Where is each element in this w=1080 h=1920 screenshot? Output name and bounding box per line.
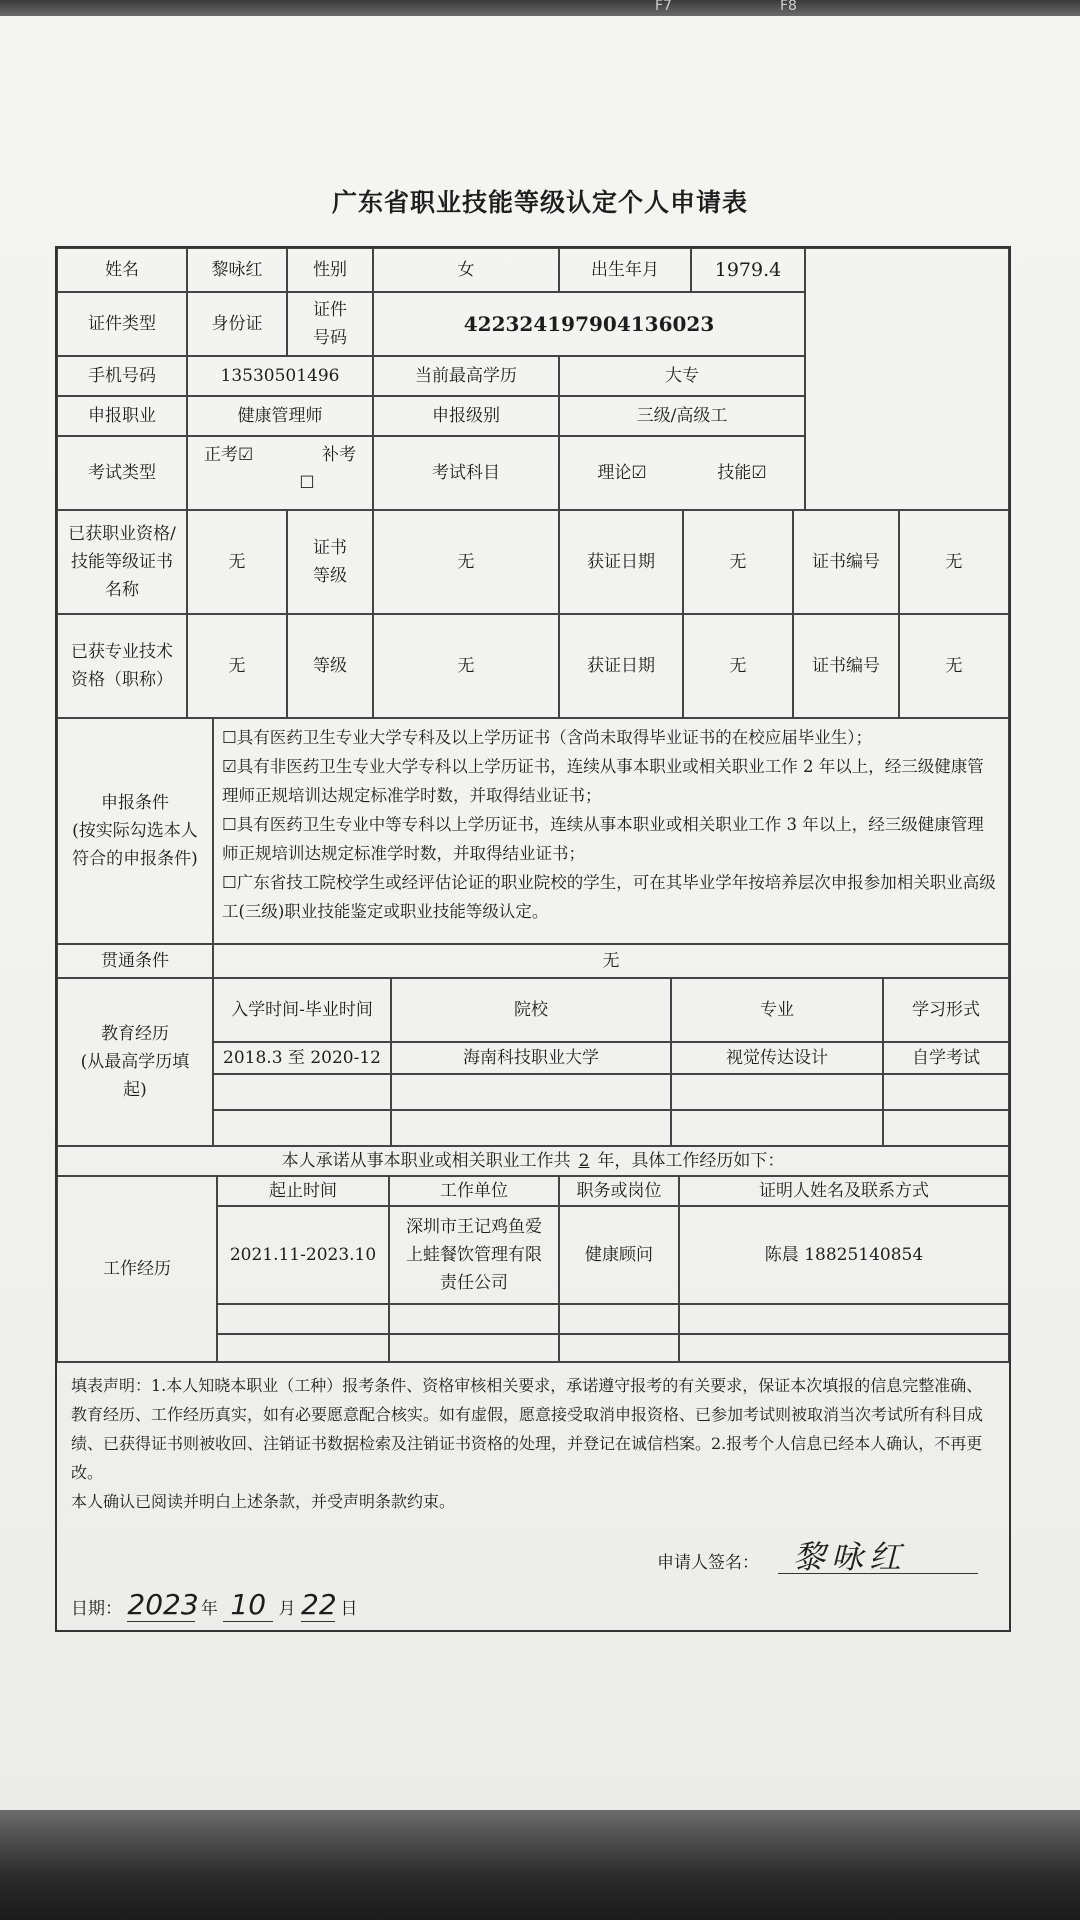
education-hint: (从最高学历填起): [80, 1052, 190, 1100]
edu-row-3-major: [671, 1110, 883, 1146]
form-title: 广东省职业技能等级认定个人申请表: [331, 188, 748, 217]
key-label-f7: F7: [655, 0, 672, 14]
value-subject: [559, 436, 805, 510]
label-through: 贯通条件: [57, 944, 213, 978]
subject-theory-checkbox[interactable]: 理论☑: [597, 463, 647, 483]
conditions-hint: (按实际勾选本人符合的申报条件): [72, 821, 198, 869]
edu-row-1-major: 视觉传达设计: [671, 1042, 883, 1074]
edu-row-3-time: [213, 1110, 391, 1146]
photo-cell: [805, 248, 1009, 510]
label-cert-name: 已获职业资格/技能等级证书名称: [57, 510, 187, 614]
work-row-3-position: [559, 1334, 679, 1362]
work-header-company: 工作单位: [389, 1176, 559, 1206]
edu-row-2-time: [213, 1074, 391, 1110]
edu-header-major: 专业: [671, 978, 883, 1042]
condition-item-4[interactable]: ☐广东省技工院校学生或经评估论证的职业院校的学生，可在其毕业学年按培养层次申报参加相关职业高级工(三级)职业技能鉴定或职业技能等级认定。: [222, 873, 996, 921]
work-header-period: 起止时间: [217, 1176, 389, 1206]
date-day: 22: [301, 1588, 337, 1621]
label-exam-type: 考试类型: [57, 436, 187, 510]
value-prof-level: 无: [373, 614, 559, 718]
value-exam-type: [187, 436, 373, 510]
edu-row-1-school: 海南科技职业大学: [391, 1042, 671, 1074]
work-row-2-company: [389, 1304, 559, 1334]
signature-handwritten: 黎咏红: [793, 1538, 908, 1576]
date-day-unit: 日: [340, 1599, 358, 1619]
label-subject: 考试科目: [373, 436, 559, 510]
label-name: 姓名: [57, 248, 187, 292]
value-id-type: 身份证: [187, 292, 287, 356]
declaration-confirm: 本人确认已阅读并明白上述条款，并受声明条款约束。: [71, 1492, 456, 1511]
date-row: [71, 1588, 357, 1622]
label-job: 申报职业: [57, 396, 187, 436]
subject-skill-checkbox[interactable]: 技能☑: [717, 463, 767, 483]
work-row-1-period: 2021.11-2023.10: [217, 1206, 389, 1304]
value-id-no: 422324197904136023: [373, 292, 805, 356]
label-level: 申报级别: [373, 396, 559, 436]
edu-row-3-school: [391, 1110, 671, 1146]
condition-item-2[interactable]: ☑具有非医药卫生专业大学专科以上学历证书，连续从事本职业或相关职业工作 2 年以上，经三级健康管理师正规培训达规定标准学时数，并取得结业证书；: [222, 757, 984, 805]
bottom-shadow: [0, 1810, 1080, 1920]
value-phone: 13530501496: [187, 356, 373, 396]
value-cert-date: 无: [683, 510, 793, 614]
label-conditions: [57, 718, 213, 944]
exam-regular-checkbox[interactable]: 正考☑: [204, 445, 254, 465]
value-name: 黎咏红: [187, 248, 287, 292]
work-row-2-period: [217, 1304, 389, 1334]
date-year: 2023: [127, 1588, 199, 1621]
label-prof-no: 证书编号: [793, 614, 899, 718]
label-prof-level: 等级: [287, 614, 373, 718]
value-through: 无: [213, 944, 1009, 978]
work-row-1-position: 健康顾问: [559, 1206, 679, 1304]
edu-row-3-mode: [883, 1110, 1009, 1146]
date-month-unit: 月: [278, 1599, 296, 1619]
work-row-3-company: [389, 1334, 559, 1362]
date-year-unit: 年: [200, 1599, 218, 1619]
work-promise-years: 2: [578, 1151, 590, 1171]
value-cert-no: 无: [899, 510, 1009, 614]
signature-line: [778, 1573, 978, 1574]
conditions-title: 申报条件: [101, 793, 169, 813]
value-birth: 1979.4: [691, 248, 805, 292]
label-cert-no: 证书编号: [793, 510, 899, 614]
edu-header-time: 入学时间-毕业时间: [213, 978, 391, 1042]
value-gender: 女: [373, 248, 559, 292]
value-cert-level: 无: [373, 510, 559, 614]
label-edu: 当前最高学历: [373, 356, 559, 396]
declaration-text: 填表声明：1.本人知晓本职业（工种）报考条件、资格审核相关要求，承诺遵守报考的有关要求，保证本次填报的信息完整准确、教育经历、工作经历真实，如有必要愿意配合核实。如有虚假，愿意接受取消申报资格、已参加考试则被取消当次考试所有科目成绩、已获得证书则被收回、注销证书数据检索及注销证书资格的处理，并登记在诚信档案。2.报考个人信息已经本人确认，不再更改。: [71, 1376, 984, 1482]
condition-item-3[interactable]: ☐具有医药卫生专业中等专科以上学历证书，连续从事本职业或相关职业工作 3 年以上，经三级健康管理师正规培训达规定标准学时数，并取得结业证书；: [222, 815, 984, 863]
value-edu: 大专: [559, 356, 805, 396]
exam-makeup-label: 补考: [322, 445, 356, 465]
edu-row-1-time: 2018.3 至 2020-12: [213, 1042, 391, 1074]
work-row-3-period: [217, 1334, 389, 1362]
work-header-reference: 证明人姓名及联系方式: [679, 1176, 1009, 1206]
edu-row-2-school: [391, 1074, 671, 1110]
edu-row-2-mode: [883, 1074, 1009, 1110]
work-row-2-position: [559, 1304, 679, 1334]
value-prof-name: 无: [187, 614, 287, 718]
exam-makeup-checkbox[interactable]: ☐: [299, 473, 315, 493]
edu-header-mode: 学习形式: [883, 978, 1009, 1042]
date-label: 日期：: [71, 1599, 122, 1619]
label-prof-name: 已获专业技术资格（职称）: [57, 614, 187, 718]
label-id-type: 证件类型: [57, 292, 187, 356]
label-prof-date: 获证日期: [559, 614, 683, 718]
label-cert-level: 证书等级: [287, 510, 373, 614]
application-form: [55, 246, 1011, 1632]
label-id-no: 证件号码: [287, 292, 373, 356]
value-prof-date: 无: [683, 614, 793, 718]
conditions-list: [213, 718, 1009, 944]
work-promise-post: 年，具体工作经历如下：: [597, 1151, 785, 1171]
label-cert-date: 获证日期: [559, 510, 683, 614]
value-cert-name: 无: [187, 510, 287, 614]
work-promise: [57, 1146, 1009, 1176]
key-label-f8: F8: [780, 0, 797, 14]
work-row-1-company: 深圳市王记鸡鱼爱上蛙餐饮管理有限责任公司: [389, 1206, 559, 1304]
education-title: 教育经历: [101, 1024, 169, 1044]
edu-row-1-mode: 自学考试: [883, 1042, 1009, 1074]
work-row-3-reference: [679, 1334, 1009, 1362]
condition-item-1[interactable]: ☐具有医药卫生专业大学专科及以上学历证书（含尚未取得毕业证书的在校应届毕业生）；: [222, 728, 873, 747]
work-promise-pre: 本人承诺从事本职业或相关职业工作共: [281, 1151, 571, 1171]
work-row-1-reference: 陈晨 18825140854: [679, 1206, 1009, 1304]
label-gender: 性别: [287, 248, 373, 292]
signature-label: 申请人签名：: [657, 1553, 759, 1573]
value-job: 健康管理师: [187, 396, 373, 436]
label-work: 工作经历: [57, 1176, 217, 1362]
edu-header-school: 院校: [391, 978, 671, 1042]
date-month: 10: [223, 1588, 273, 1622]
work-header-position: 职务或岗位: [559, 1176, 679, 1206]
value-level: 三级/高级工: [559, 396, 805, 436]
work-row-2-reference: [679, 1304, 1009, 1334]
edu-row-2-major: [671, 1074, 883, 1110]
value-prof-no: 无: [899, 614, 1009, 718]
label-phone: 手机号码: [57, 356, 187, 396]
label-education: [57, 978, 213, 1146]
label-birth: 出生年月: [559, 248, 691, 292]
